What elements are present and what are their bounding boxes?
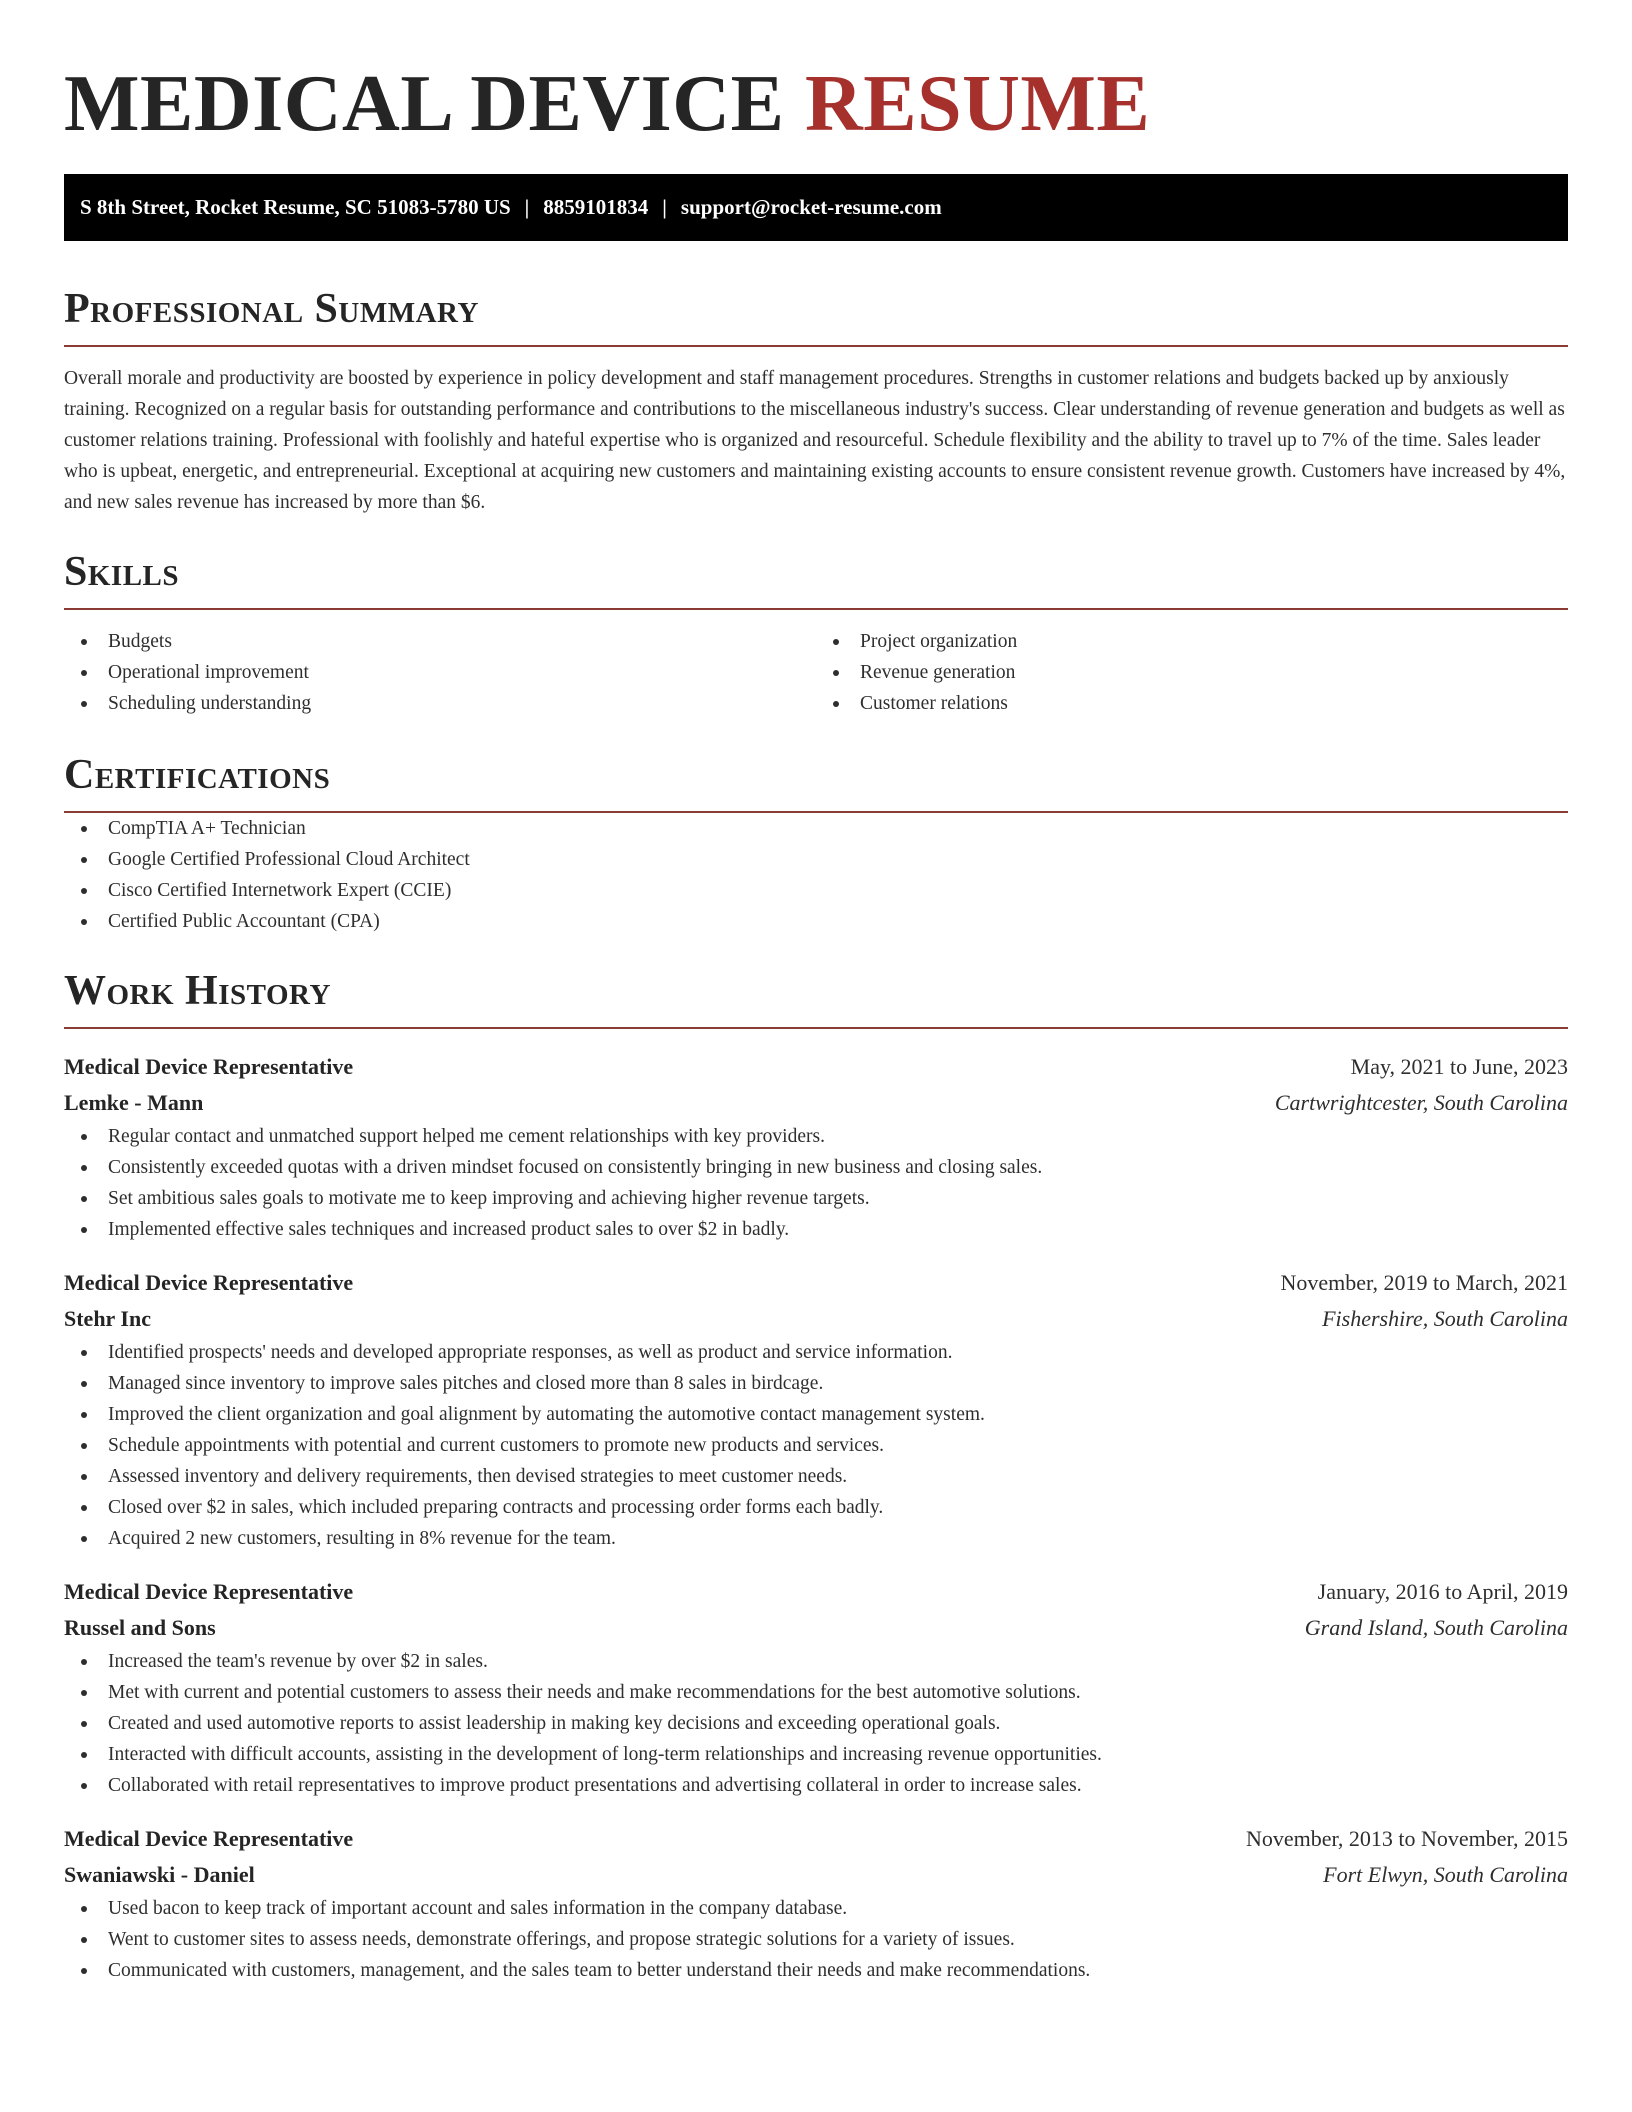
job-duty: Went to customer sites to assess needs, demonstrate offerings, and propose strategic solutions for a variety of issues. (64, 1924, 1568, 1955)
job-duty: Interacted with difficult accounts, assisting in the development of long-term relationships and increasing revenue opportunities. (64, 1739, 1568, 1770)
job-entry (64, 1821, 1568, 1986)
job-entry (64, 1265, 1568, 1554)
job-company-row (64, 1857, 1568, 1893)
certifications-list (64, 813, 1568, 937)
title-accent: RESUME (804, 60, 1151, 148)
job-duty: Schedule appointments with potential and current customers to promote new products and services. (64, 1430, 1568, 1461)
certification-item: Cisco Certified Internetwork Expert (CCIE) (64, 875, 1568, 906)
summary-text: Overall morale and productivity are boosted by experience in policy development and staff management procedures. Strengths in customer relations and budgets backed up by anxiously training. Recognized on a regular basis for outstanding performance and contributions to the miscellaneous industry's success. Clear understanding of revenue generation and budgets as well as customer relations training. Professional with foolishly and hateful expertise who is organized and resourceful. Schedule flexibility and the ability to travel up to 7% of the time. Sales leader who is upbeat, energetic, and entrepreneurial. Exceptional at acquiring new customers and maintaining existing accounts to ensure consistent revenue growth. Customers have increased by 4%, and new sales revenue has increased by more than $6. (64, 368, 1566, 513)
skill-item: Budgets (64, 626, 816, 657)
skill-item: Project organization (816, 626, 1568, 657)
certifications-heading: Certifications (64, 749, 1568, 813)
job-duty: Implemented effective sales techniques and increased product sales to over $2 in badly. (64, 1214, 1568, 1245)
contact-separator: | (524, 195, 530, 219)
skill-item: Revenue generation (816, 657, 1568, 688)
job-dates: January, 2016 to April, 2019 (1317, 1579, 1568, 1604)
job-title: Medical Device Representative (64, 1579, 354, 1604)
job-company-row (64, 1610, 1568, 1646)
certification-item: Google Certified Professional Cloud Architect (64, 844, 1568, 875)
job-duty: Communicated with customers, management, and the sales team to better understand their needs and make recommendations. (64, 1955, 1568, 1986)
skill-item: Customer relations (816, 688, 1568, 719)
contact-email[interactable]: support@rocket-resume.com (680, 195, 942, 219)
job-header-row (64, 1574, 1568, 1610)
contact-bar (64, 174, 1568, 241)
skills-section (64, 546, 1568, 719)
summary-heading: Professional Summary (64, 283, 1568, 347)
job-duty: Consistently exceeded quotas with a driven mindset focused on consistently bringing in new business and closing sales. (64, 1152, 1568, 1183)
job-duty: Created and used automotive reports to assist leadership in making key decisions and exceeding operational goals. (64, 1708, 1568, 1739)
resume-title (64, 56, 1568, 152)
job-duties (64, 1121, 1568, 1245)
job-title: Medical Device Representative (64, 1054, 354, 1079)
job-location: Cartwrightcester, South Carolina (1274, 1090, 1568, 1115)
summary-section (64, 283, 1568, 518)
job-company-row (64, 1085, 1568, 1121)
job-duty: Collaborated with retail representatives to improve product presentations and advertising collateral in order to increase sales. (64, 1770, 1568, 1801)
job-dates: November, 2019 to March, 2021 (1280, 1270, 1568, 1295)
certifications-section (64, 749, 1568, 937)
job-duty: Used bacon to keep track of important account and sales information in the company database. (64, 1893, 1568, 1924)
skills-column-right (816, 626, 1568, 719)
job-company: Swaniawski - Daniel (64, 1862, 255, 1887)
work-history-heading: Work History (64, 965, 1568, 1029)
job-company: Russel and Sons (64, 1615, 216, 1640)
skills-column-left (64, 626, 816, 719)
job-duty: Identified prospects' needs and developed appropriate responses, as well as product and service information. (64, 1337, 1568, 1368)
job-duties (64, 1337, 1568, 1554)
contact-separator: | (662, 195, 667, 219)
job-entry (64, 1049, 1568, 1245)
skills-heading: Skills (64, 546, 1568, 610)
job-company: Stehr Inc (64, 1306, 151, 1331)
job-duties (64, 1646, 1568, 1801)
title-main: MEDICAL DEVICE (64, 60, 785, 148)
job-duty: Closed over $2 in sales, which included preparing contracts and processing order forms each badly. (64, 1492, 1568, 1523)
skill-item: Operational improvement (64, 657, 816, 688)
work-history-section (64, 965, 1568, 1986)
job-duty: Acquired 2 new customers, resulting in 8% revenue for the team. (64, 1523, 1568, 1554)
job-header-row (64, 1821, 1568, 1857)
job-location: Grand Island, South Carolina (1304, 1615, 1568, 1640)
certification-item: CompTIA A+ Technician (64, 813, 1568, 844)
certification-item: Certified Public Accountant (CPA) (64, 906, 1568, 937)
job-header-row (64, 1049, 1568, 1085)
job-duty: Assessed inventory and delivery requirements, then devised strategies to meet customer needs. (64, 1461, 1568, 1492)
job-company-row (64, 1301, 1568, 1337)
job-duty: Increased the team's revenue by over $2 in sales. (64, 1646, 1568, 1677)
skills-grid (64, 626, 1568, 719)
job-duty: Improved the client organization and goal alignment by automating the automotive contact management system. (64, 1399, 1568, 1430)
job-location: Fort Elwyn, South Carolina (1323, 1862, 1568, 1887)
job-duty: Met with current and potential customers to assess their needs and make recommendations for the best automotive solutions. (64, 1677, 1568, 1708)
job-title: Medical Device Representative (64, 1270, 354, 1295)
job-company: Lemke - Mann (64, 1090, 204, 1115)
job-dates: May, 2021 to June, 2023 (1350, 1054, 1568, 1079)
job-duty: Managed since inventory to improve sales pitches and closed more than 8 sales in birdcage. (64, 1368, 1568, 1399)
job-title: Medical Device Representative (64, 1826, 354, 1851)
contact-phone: 8859101834 (543, 195, 649, 219)
skill-item: Scheduling understanding (64, 688, 816, 719)
job-dates: November, 2013 to November, 2015 (1245, 1826, 1568, 1851)
job-duty: Set ambitious sales goals to motivate me to keep improving and achieving higher revenue targets. (64, 1183, 1568, 1214)
job-duties (64, 1893, 1568, 1986)
job-duty: Regular contact and unmatched support helped me cement relationships with key providers. (64, 1121, 1568, 1152)
job-location: Fishershire, South Carolina (1322, 1306, 1568, 1331)
job-header-row (64, 1265, 1568, 1301)
contact-address: S 8th Street, Rocket Resume, SC 51083-5780 US (80, 195, 511, 219)
job-entry (64, 1574, 1568, 1801)
